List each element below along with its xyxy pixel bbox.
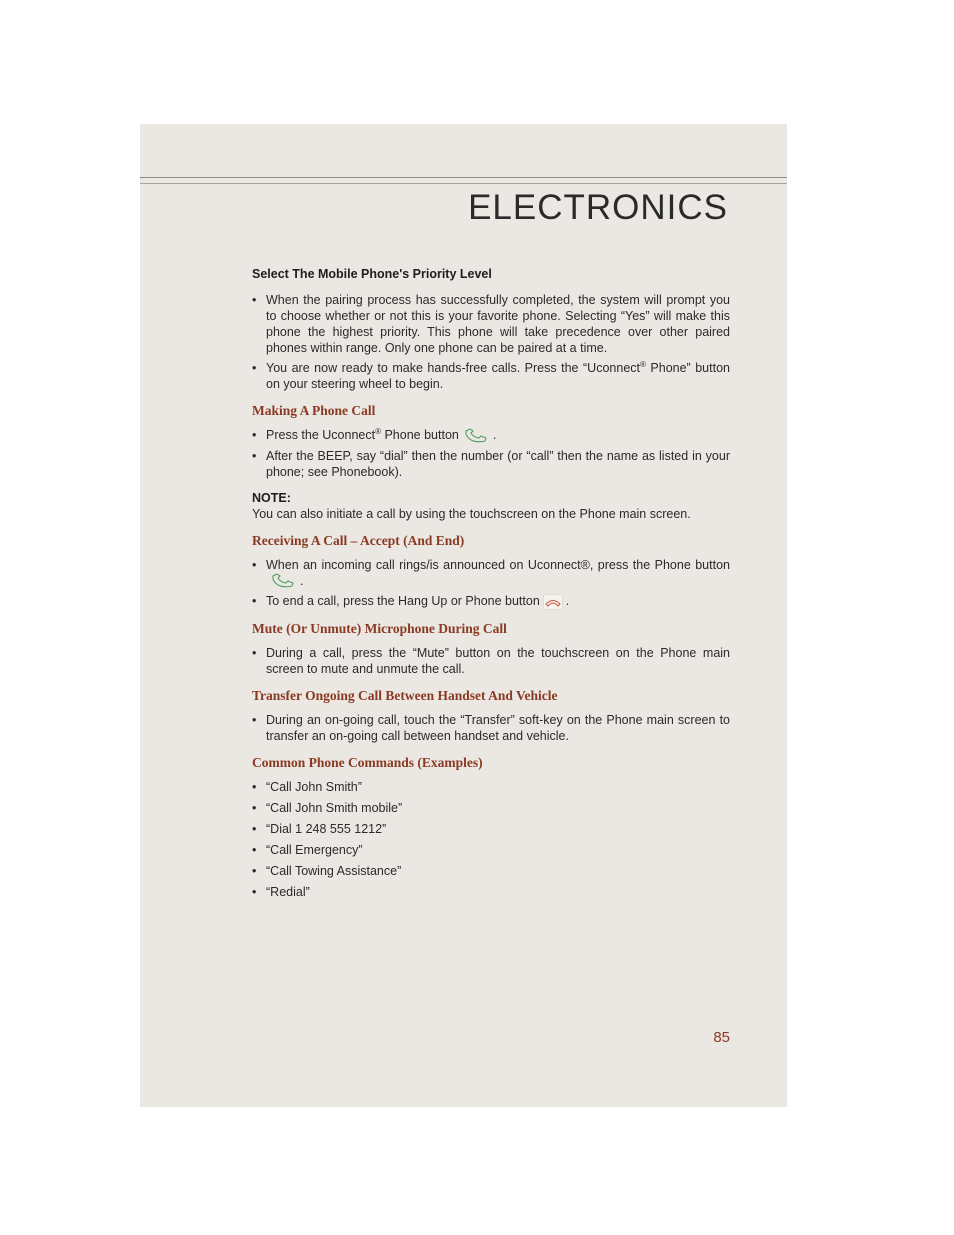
command-item: • “Call John Smith” xyxy=(252,779,730,795)
section-title: ELECTRONICS xyxy=(468,188,728,227)
making-call-heading: Making A Phone Call xyxy=(252,403,376,418)
transfer-heading: Transfer Ongoing Call Between Handset And Vehicle xyxy=(252,688,558,704)
note-text: You can also initiate a call by using the touchscreen on the Phone main screen. xyxy=(252,506,691,521)
list-item: • You are now ready to make hands-free calls. Press the “Uconnect® Phone” button on your steering wheel to begin. xyxy=(252,360,730,392)
list-item: • When an incoming call rings/is announced on Uconnect®, press the Phone button. xyxy=(252,557,730,590)
page-number: 85 xyxy=(713,1029,730,1046)
list-item: • When the pairing process has successfully completed, the system will prompt you to choose whether or not this is your favorite phone. Selecting “Yes” will make this phone the highest priority. This phone will take precedence over other paired phones within range. Only one phone can be paired at a time. xyxy=(252,292,730,356)
priority-list xyxy=(252,292,730,392)
command-item: • “Call Towing Assistance” xyxy=(252,863,730,879)
page-content xyxy=(252,266,730,910)
hang-up-icon xyxy=(543,594,563,610)
list-item: • To end a call, press the Hang Up or Phone button . xyxy=(252,593,730,610)
transfer-list xyxy=(252,712,730,744)
making-call-list xyxy=(252,427,730,480)
command-item: • “Redial” xyxy=(252,884,730,900)
mute-heading: Mute (Or Unmute) Microphone During Call xyxy=(252,621,507,637)
list-item: • During a call, press the “Mute” button on the touchscreen on the Phone main screen to mute and unmute the call. xyxy=(252,645,730,677)
note-label: NOTE: xyxy=(252,490,291,505)
list-item: • During an on-going call, touch the “Transfer” soft-key on the Phone main screen to transfer an on-going call between handset and vehicle. xyxy=(252,712,730,744)
list-item: • Press the Uconnect® Phone button . xyxy=(252,427,730,444)
commands-heading: Common Phone Commands (Examples) xyxy=(252,755,483,771)
manual-page xyxy=(140,124,787,1107)
command-item: • “Dial 1 248 555 1212” xyxy=(252,821,730,837)
phone-icon xyxy=(270,573,296,589)
priority-subhead: Select The Mobile Phone's Priority Level xyxy=(252,267,492,281)
mute-list xyxy=(252,645,730,677)
command-item: • “Call John Smith mobile” xyxy=(252,800,730,816)
header-rule-secondary xyxy=(140,183,787,184)
command-item: • “Call Emergency” xyxy=(252,842,730,858)
list-item: • After the BEEP, say “dial” then the number (or “call” then the name as listed in your phone; see Phonebook). xyxy=(252,448,730,480)
receiving-list xyxy=(252,557,730,610)
commands-list xyxy=(252,779,730,900)
header-rule xyxy=(140,177,787,178)
phone-icon xyxy=(463,428,489,444)
note xyxy=(252,490,730,522)
receiving-heading: Receiving A Call – Accept (And End) xyxy=(252,532,465,548)
